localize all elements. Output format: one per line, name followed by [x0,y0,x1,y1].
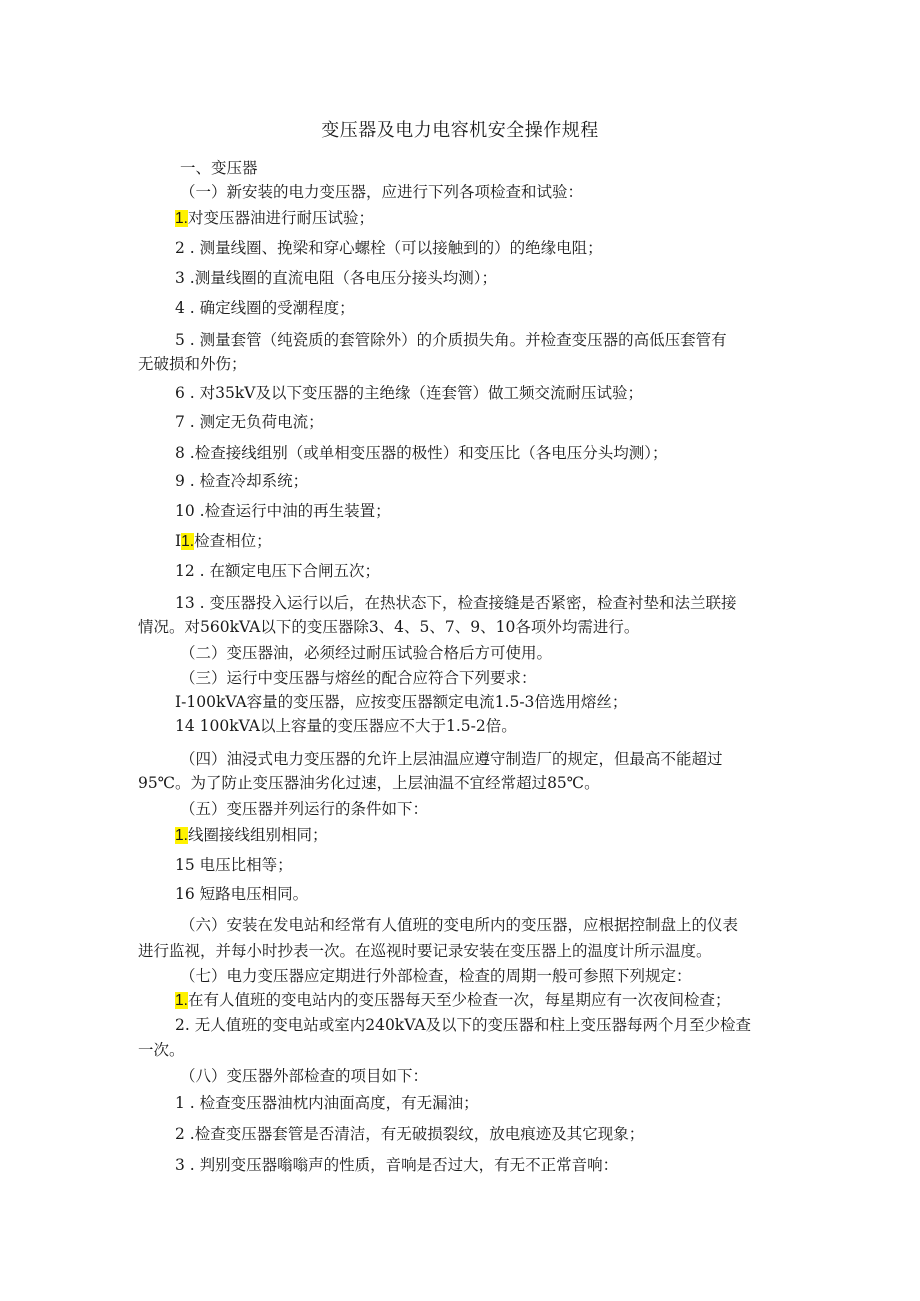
highlighted-number: 1. [175,992,188,1009]
item-text: 线圈接线组别相同； [187,826,328,844]
item-1-5-line2: 无破损和外伤； [138,355,247,373]
item-1-13-line2: 情况。对560kVA以下的变压器除3、4、5、7、9、10各项外均需进行。 [138,618,640,636]
item-1-7: 7 . 测定无负荷电流； [175,413,324,431]
item-text: 在有人值班的变电站内的变压器每天至少检查一次，每星期应有一次夜间检查； [187,991,731,1009]
item-3-2: 14 100kVA以上容量的变压器应不大于1.5-2倍。 [175,717,517,735]
item-1-13-line1: 13 . 变压器投入运行以后，在热状态下，检查接缝是否紧密，检查衬垫和法兰联接 [175,594,737,612]
subsection-6-line2: 进行监视，并每小时抄表一次。在巡视时要记录安装在变压器上的温度计所示温度。 [138,942,712,960]
item-8-1: 1 . 检查变压器油枕内油面高度，有无漏油； [175,1094,479,1112]
item-1-10: 10 .检查运行中油的再生装置； [175,502,391,520]
item-1-3: 3 .测量线圈的直流电阻（各电压分接头均测）； [175,269,497,287]
item-1-8: 8 .检查接线组别（或单相变压器的极性）和变压比（各电压分头均测）； [175,444,668,462]
item-1-6: 6 . 对35kV及以下变压器的主绝缘（连套管）做工频交流耐压试验； [175,384,643,402]
item-7-1 [175,990,730,1011]
document-title: 变压器及电力电容机安全操作规程 [321,120,599,141]
highlighted-number: 1. [175,210,188,227]
item-5-2: 15 电压比相等； [175,856,293,874]
subsection-1: （一）新安装的电力变压器，应进行下列各项检查和试验： [180,183,584,201]
item-1-2: 2 . 测量线圈、挽梁和穿心螺栓（可以接触到的）的绝缘电阻； [175,239,603,257]
item-1-12: 12 . 在额定电压下合闸五次； [175,562,381,580]
item-1-11 [175,531,272,552]
item-7-2-line1: 2. 无人值班的变电站或室内240kVA及以下的变压器和柱上变压器每两个月至少检查 [175,1016,752,1034]
item-text: 检查相位； [194,532,272,550]
item-1-4: 4 . 确定线圈的受潮程度； [175,299,355,317]
subsection-2: （二）变压器油，必须经过耐压试验合格后方可使用。 [180,644,553,662]
item-8-3: 3 . 判别变压器嗡嗡声的性质，音响是否过大，有无不正常音响： [175,1156,619,1174]
subsection-4-line1: （四）油浸式电力变压器的允许上层油温应遵守制造厂的规定，但最高不能超过 [180,750,723,768]
item-1-9: 9 . 检查冷却系统； [175,472,309,490]
section-heading-transformer: 一、变压器 [180,159,258,177]
subsection-6-line1: （六）安装在发电站和经常有人值班的变电所内的变压器，应根据控制盘上的仪表 [180,916,739,934]
highlighted-number: 1. [175,827,188,844]
subsection-3: （三）运行中变压器与熔丝的配合应符合下列要求： [180,669,537,687]
item-1-1 [175,208,374,229]
subsection-4-line2: 95℃。为了防止变压器油劣化过速，上层油温不宜经常超过85℃。 [138,774,600,792]
subsection-8: （八）变压器外部检查的项目如下： [180,1067,429,1085]
subsection-7: （七）电力变压器应定期进行外部检查，检查的周期一般可参照下列规定： [180,967,692,985]
item-7-2-line2: 一次。 [138,1041,185,1059]
item-5-1 [175,825,327,846]
item-prefix: I [175,532,182,550]
item-8-2: 2 .检查变压器套管是否清洁，有无破损裂纹，放电痕迹及其它现象； [175,1125,645,1143]
item-text: 对变压器油进行耐压试验； [187,209,374,227]
highlighted-number: 1. [181,533,195,550]
subsection-5: （五）变压器并列运行的条件如下： [180,800,429,818]
item-1-5-line1: 5 . 测量套管（纯瓷质的套管除外）的介质损失角。并检查变压器的高低压套管有 [175,331,727,349]
item-3-1: I-100kVA容量的变压器，应按变压器额定电流1.5-3倍选用熔丝； [175,693,628,711]
item-5-3: 16 短路电压相同。 [175,885,309,903]
